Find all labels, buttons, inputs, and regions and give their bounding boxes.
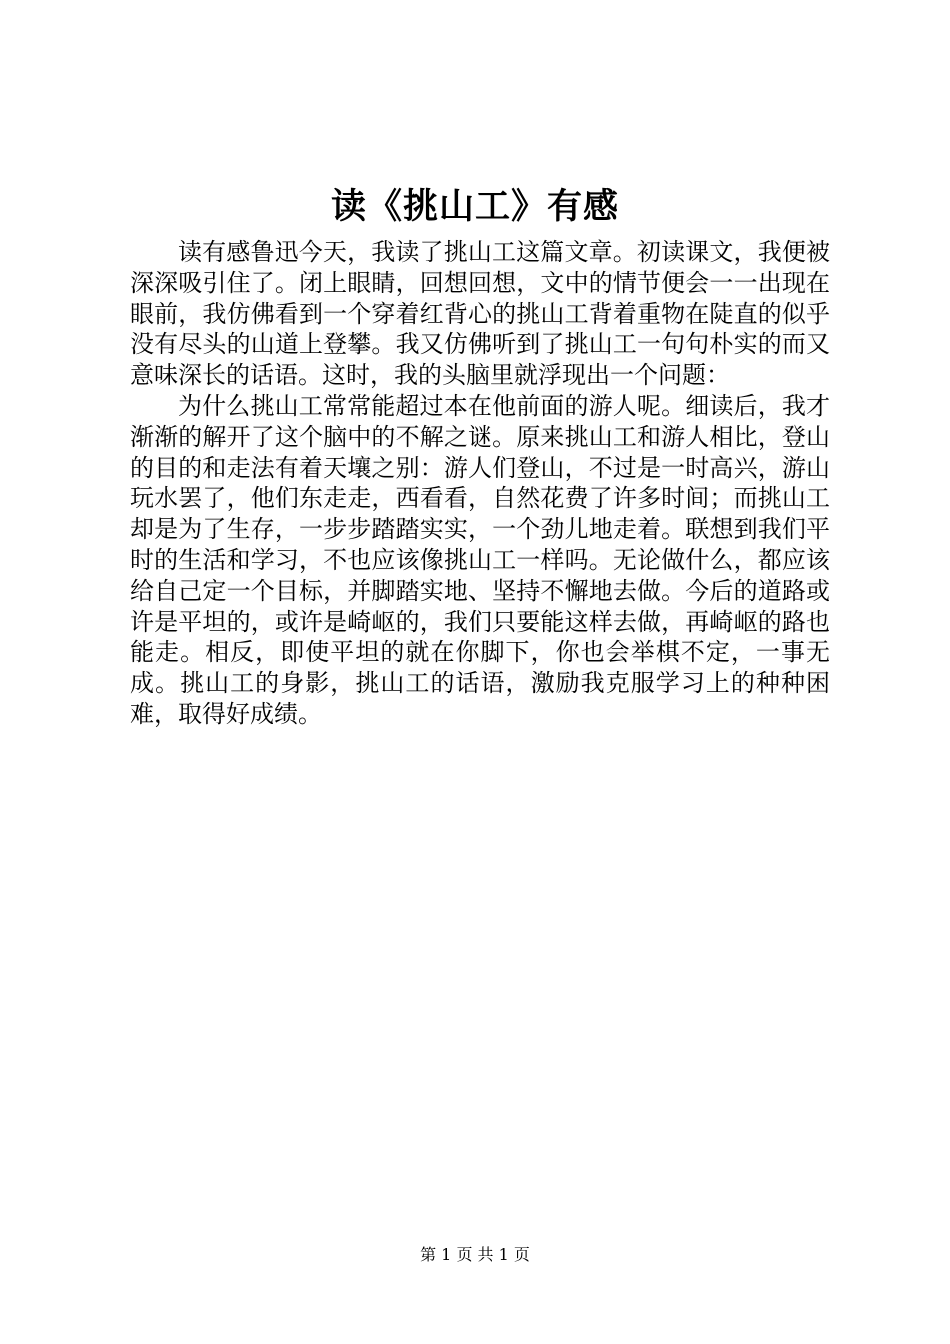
page-footer [0,1244,950,1266]
page-total: 共 1 页 [477,1245,530,1264]
document-body [130,237,830,730]
paragraph: 读有感鲁迅今天，我读了挑山工这篇文章。初读课文，我便被深深吸引住了。闭上眼睛，回想回想，文中的情节便会一一出现在眼前，我仿佛看到一个穿着红背心的挑山工背着重物在陡直的似乎没有尽头的山道上登攀。我又仿佛听到了挑山工一句句朴实的而又意味深长的话语。这时，我的头脑里就浮现出一个问题： [130,238,830,390]
paragraph: 为什么挑山工常常能超过本在他前面的游人呢。细读后，我才渐渐的解开了这个脑中的不解之谜。原来挑山工和游人相比，登山的目的和走法有着天壤之别：游人们登山，不过是一时高兴，游山玩水罢了，他们东走走，西看看，自然花费了许多时间；而挑山工却是为了生存，一步步踏踏实实，一个劲儿地走着。联想到我们平时的生活和学习，不也应该像挑山工一样吗。无论做什么，都应该给自己定一个目标，并脚踏实地、坚持不懈地去做。今后的道路或许是平坦的，或许是崎岖的，我们只要能这样去做，再崎岖的路也能走。相反，即使平坦的就在你脚下，你也会举棋不定，一事无成。挑山工的身影，挑山工的话语，激励我克服学习上的种种困难，取得好成绩。 [130,391,830,728]
document-title: 读《挑山工》有感 [330,186,619,227]
page-number: 第 1 页 [420,1245,473,1264]
